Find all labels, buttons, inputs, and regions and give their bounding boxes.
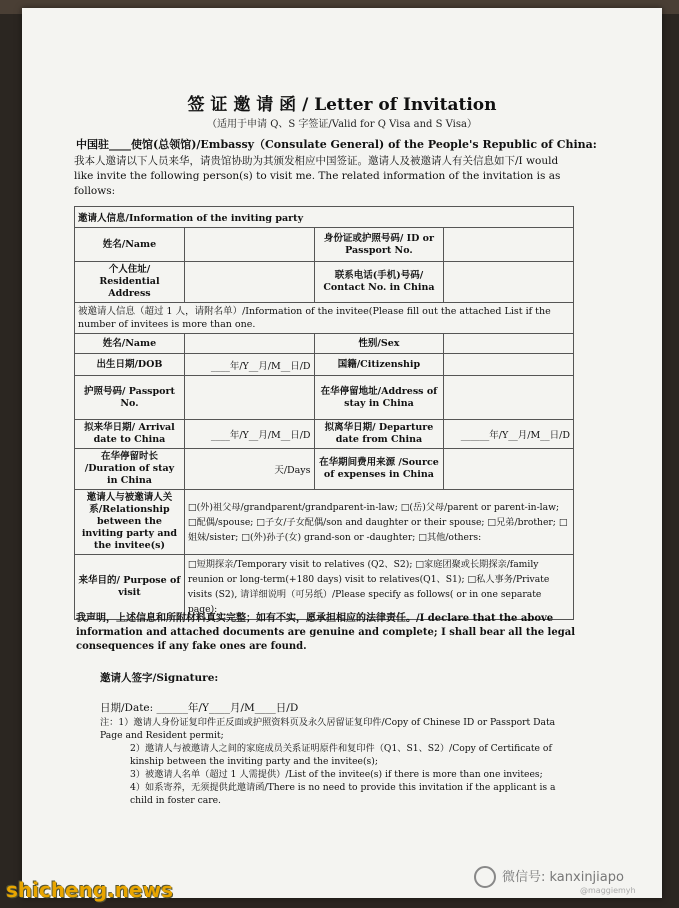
invitee-section-header: 被邀请人信息（超过 1 人，请附名单）/Information of the invitee(Please fill out the attached List if the number of invitees is more than one. (75, 303, 574, 334)
inviter-section-header: 邀请人信息/Information of the inviting party (75, 207, 574, 228)
invitee-name-field[interactable] (184, 334, 314, 354)
salutation: 中国驻____使馆(总领馆)/Embassy（Consulate General) of the People's Republic of China: (76, 138, 597, 151)
relationship-options[interactable]: □(外)祖父母/grandparent/grandparent-in-law; □(岳)父母/parent or parent-in-law; □配偶/spouse; □子女/子女配偶/son and daughter or their spouse; □兄弟/brother; □姐妹/sister; □(外)孙子(女) grand-son or -daughter; □其他/others: (184, 490, 573, 555)
invitee-passport-label: 护照号码/ Passport No. (75, 376, 185, 420)
invitee-passport-field[interactable] (184, 376, 314, 420)
declaration: 我声明，上述信息和所附材料真实完整；如有不实，愿承担相应的法律责任。/I declare that the above information and attached documents are genuine and complete; I shall bear all the legal consequences if any fake ones are found. (76, 613, 575, 652)
invitation-form-table (74, 206, 574, 620)
watermark-wechat: 微信号: kanxinjiapo (502, 870, 624, 885)
invitee-address-field[interactable] (444, 376, 574, 420)
notes-list (100, 716, 580, 807)
note-item: 3）被邀请人名单（超过 1 人需提供）/List of the invitee(s) if there is more than one invitees; (130, 769, 543, 780)
invitee-duration-label: 在华停留时长 /Duration of stay in China (75, 449, 185, 490)
inviter-id-label: 身份证或护照号码/ ID or Passport No. (314, 228, 444, 262)
purpose-options[interactable]: □短期探亲/Temporary visit to relatives (Q2、S2); □家庭团聚或长期探亲/family reunion or long-term(+180 days) visit to relatives(Q1、S1); □私人事务/Private visits (S2), 请详细说明（可另纸）/Please specify as follows( or in one separate page): (184, 555, 573, 620)
invitee-sex-label: 性别/Sex (314, 334, 444, 354)
invitee-name-label: 姓名/Name (75, 334, 185, 354)
inviter-id-field[interactable] (444, 228, 574, 262)
inviter-name-label: 姓名/Name (75, 228, 185, 262)
inviter-address-label: 个人住址/ Residential Address (75, 262, 185, 303)
inviter-contact-field[interactable] (444, 262, 574, 303)
invitee-departure-field[interactable]: ______年/Y__月/M__日/D (444, 420, 574, 449)
invitee-address-label: 在华停留地址/Address of stay in China (314, 376, 444, 420)
invitee-sex-field[interactable] (444, 334, 574, 354)
inviter-contact-label: 联系电话(手机)号码/ Contact No. in China (314, 262, 444, 303)
invitee-departure-label: 拟离华日期/ Departure date from China (314, 420, 444, 449)
invitee-dob-field[interactable]: ____年/Y__月/M__日/D (184, 354, 314, 376)
note-item: 2）邀请人与被邀请人之间的家庭成员关系证明原件和复印件（Q1、S1、S2）/Copy of Certificate of kinship between the inviting party and the invitee(s); (130, 743, 552, 767)
signature-label: 邀请人签字/Signature: (100, 672, 219, 684)
purpose-label: 来华目的/ Purpose of visit (75, 555, 185, 620)
invitee-citizenship-label: 国籍/Citizenship (314, 354, 444, 376)
date-line: 日期/Date: ______年/Y____月/M____日/D (100, 702, 299, 714)
invitee-arrival-field[interactable]: ____年/Y__月/M__日/D (184, 420, 314, 449)
invitee-dob-label: 出生日期/DOB (75, 354, 185, 376)
page-subtitle: （适用于申请 Q、S 字签证/Valid for Q Visa and S Visa） (207, 119, 477, 130)
invitee-expenses-field[interactable] (444, 449, 574, 490)
invitee-citizenship-field[interactable] (444, 354, 574, 376)
invitee-arrival-label: 拟来华日期/ Arrival date to China (75, 420, 185, 449)
page-title: 签 证 邀 请 函 / Letter of Invitation (187, 95, 497, 115)
intro-paragraph: 我本人邀请以下人员来华，请贵馆协助为其颁发相应中国签证。邀请人及被邀请人有关信息如下/I would like invite the following person(s) to visit me. The related information of the invitation is as follows: (74, 155, 561, 197)
note-item: 4）如系寄养，无须提供此邀请函/There is no need to provide this invitation if the applicant is a child in foster care. (130, 782, 556, 806)
wechat-icon (474, 866, 496, 888)
invitee-duration-field[interactable]: 天/Days (184, 449, 314, 490)
invitee-expenses-label: 在华期间费用来源 /Source of expenses in China (314, 449, 444, 490)
relationship-label: 邀请人与被邀请人关系/Relationship between the inviting party and the invitee(s) (75, 490, 185, 555)
inviter-name-field[interactable] (184, 228, 314, 262)
watermark-site: shicheng.news (6, 878, 173, 902)
inviter-address-field[interactable] (184, 262, 314, 303)
note-item: 注：1）邀请人身份证复印件正反面或护照资料页及永久居留证复印件/Copy of Chinese ID or Passport Data Page and Resident permit; (100, 717, 556, 741)
watermark-sub: @maggiemyh (580, 886, 636, 895)
